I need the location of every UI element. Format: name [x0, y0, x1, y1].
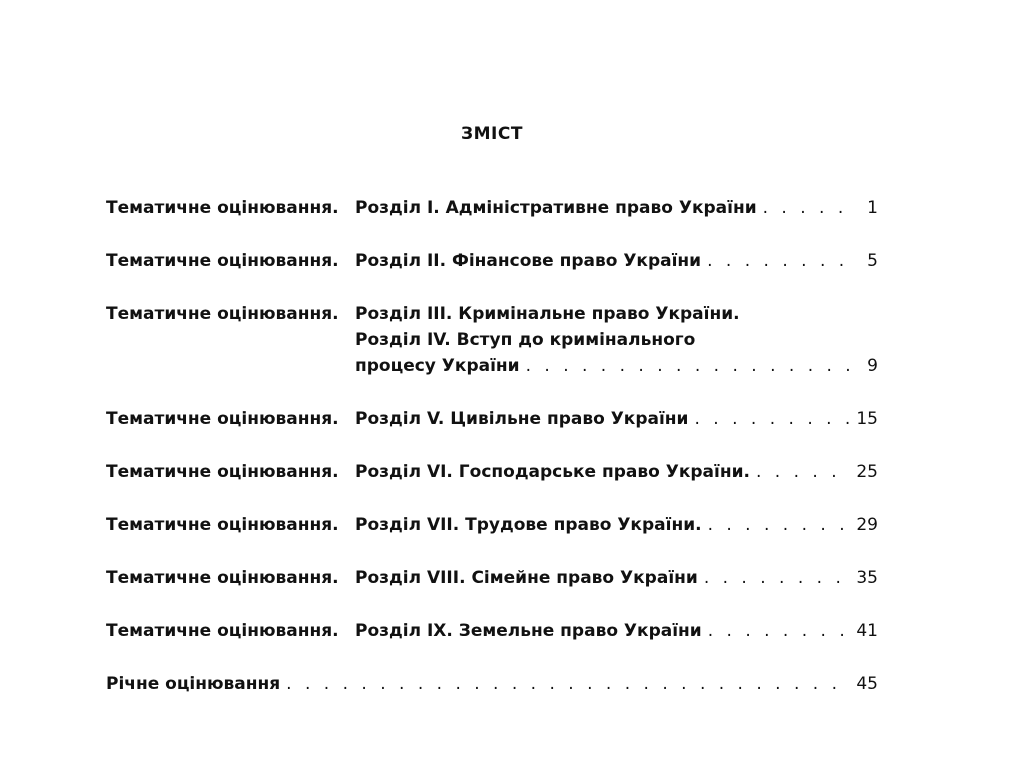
- toc-entry[interactable]: [106, 459, 878, 485]
- toc-entry-page-number: 35: [856, 568, 878, 588]
- toc-entry-title: Розділ VI. Господарське право України.: [355, 462, 750, 482]
- toc-entry-title-block: [355, 565, 878, 591]
- dot-leader: [526, 353, 854, 379]
- toc-entry-page-number: 25: [856, 462, 878, 482]
- toc-entry-page-number: 15: [856, 409, 878, 429]
- toc-entry-line: [355, 248, 878, 274]
- toc-entry[interactable]: [106, 565, 878, 591]
- toc-entry-title: Розділ III. Кримінальне право України.: [355, 304, 740, 324]
- dot-leader: [694, 406, 850, 432]
- toc-entry-title: Розділ VIII. Сімейне право України: [355, 568, 698, 588]
- toc-entry-title: Річне оцінювання: [106, 674, 281, 694]
- toc-entry-title: процесу України: [355, 356, 520, 376]
- toc-entry-prefix: Тематичне оцінювання.: [106, 409, 339, 429]
- toc-entry-line: [106, 671, 878, 697]
- toc-entry-title-block: [355, 406, 878, 432]
- toc-entry-title: Розділ IV. Вступ до кримінального: [355, 330, 696, 350]
- dot-leader: [286, 671, 850, 697]
- toc-entry-prefix: Тематичне оцінювання.: [106, 251, 339, 271]
- dot-leader: [704, 565, 851, 591]
- dot-leader: [756, 459, 850, 485]
- toc-entry[interactable]: [106, 301, 878, 379]
- toc-entry-prefix: Тематичне оцінювання.: [106, 515, 339, 535]
- toc-entry-page-number: 41: [856, 621, 878, 641]
- toc-entry[interactable]: [106, 248, 878, 274]
- toc-entry-title-block: [355, 618, 878, 644]
- toc-entry-line: [355, 565, 878, 591]
- page-title: ЗМІСТ: [461, 124, 523, 144]
- dot-leader: [707, 248, 854, 274]
- toc-entry-line: [355, 195, 878, 221]
- toc-entry-title: Розділ VII. Трудове право України.: [355, 515, 702, 535]
- dot-leader: [763, 195, 854, 221]
- toc-entry-page-number: 5: [867, 251, 878, 271]
- toc-entry-title-block: [355, 459, 878, 485]
- toc-entry-title-block: [355, 301, 878, 379]
- toc-entry-prefix: Тематичне оцінювання.: [106, 568, 339, 588]
- toc-entry-title: Розділ II. Фінансове право України: [355, 251, 702, 271]
- dot-leader: [708, 618, 851, 644]
- table-of-contents: [106, 195, 878, 724]
- toc-entry-prefix: Тематичне оцінювання.: [106, 621, 339, 641]
- toc-entry-line: [355, 618, 878, 644]
- toc-entry-title-block: [355, 195, 878, 221]
- toc-entry[interactable]: [106, 618, 878, 644]
- toc-entry-prefix: Тематичне оцінювання.: [106, 462, 339, 482]
- toc-entry-title-block: [106, 671, 878, 697]
- toc-entry-prefix: Тематичне оцінювання.: [106, 304, 339, 324]
- toc-entry-title: Розділ IX. Земельне право України: [355, 621, 702, 641]
- toc-entry-prefix: Тематичне оцінювання.: [106, 198, 339, 218]
- toc-entry-line: [355, 459, 878, 485]
- toc-entry-line: [355, 406, 878, 432]
- toc-entry-title-block: [355, 512, 878, 538]
- toc-entry-line: [355, 327, 878, 353]
- toc-entry-page-number: 9: [867, 356, 878, 376]
- toc-entry[interactable]: [106, 671, 878, 697]
- toc-entry-line: [355, 353, 878, 379]
- toc-entry-title: Розділ I. Адміністративне право України: [355, 198, 757, 218]
- toc-entry[interactable]: [106, 512, 878, 538]
- toc-entry-title: Розділ V. Цивільне право України: [355, 409, 689, 429]
- toc-entry-page-number: 29: [856, 515, 878, 535]
- toc-entry-line: [355, 512, 878, 538]
- toc-entry[interactable]: [106, 406, 878, 432]
- toc-entry-line: [355, 301, 878, 327]
- toc-entry-page-number: 1: [867, 198, 878, 218]
- dot-leader: [708, 512, 851, 538]
- toc-entry-page-number: 45: [856, 674, 878, 694]
- toc-entry-title-block: [355, 248, 878, 274]
- toc-entry[interactable]: [106, 195, 878, 221]
